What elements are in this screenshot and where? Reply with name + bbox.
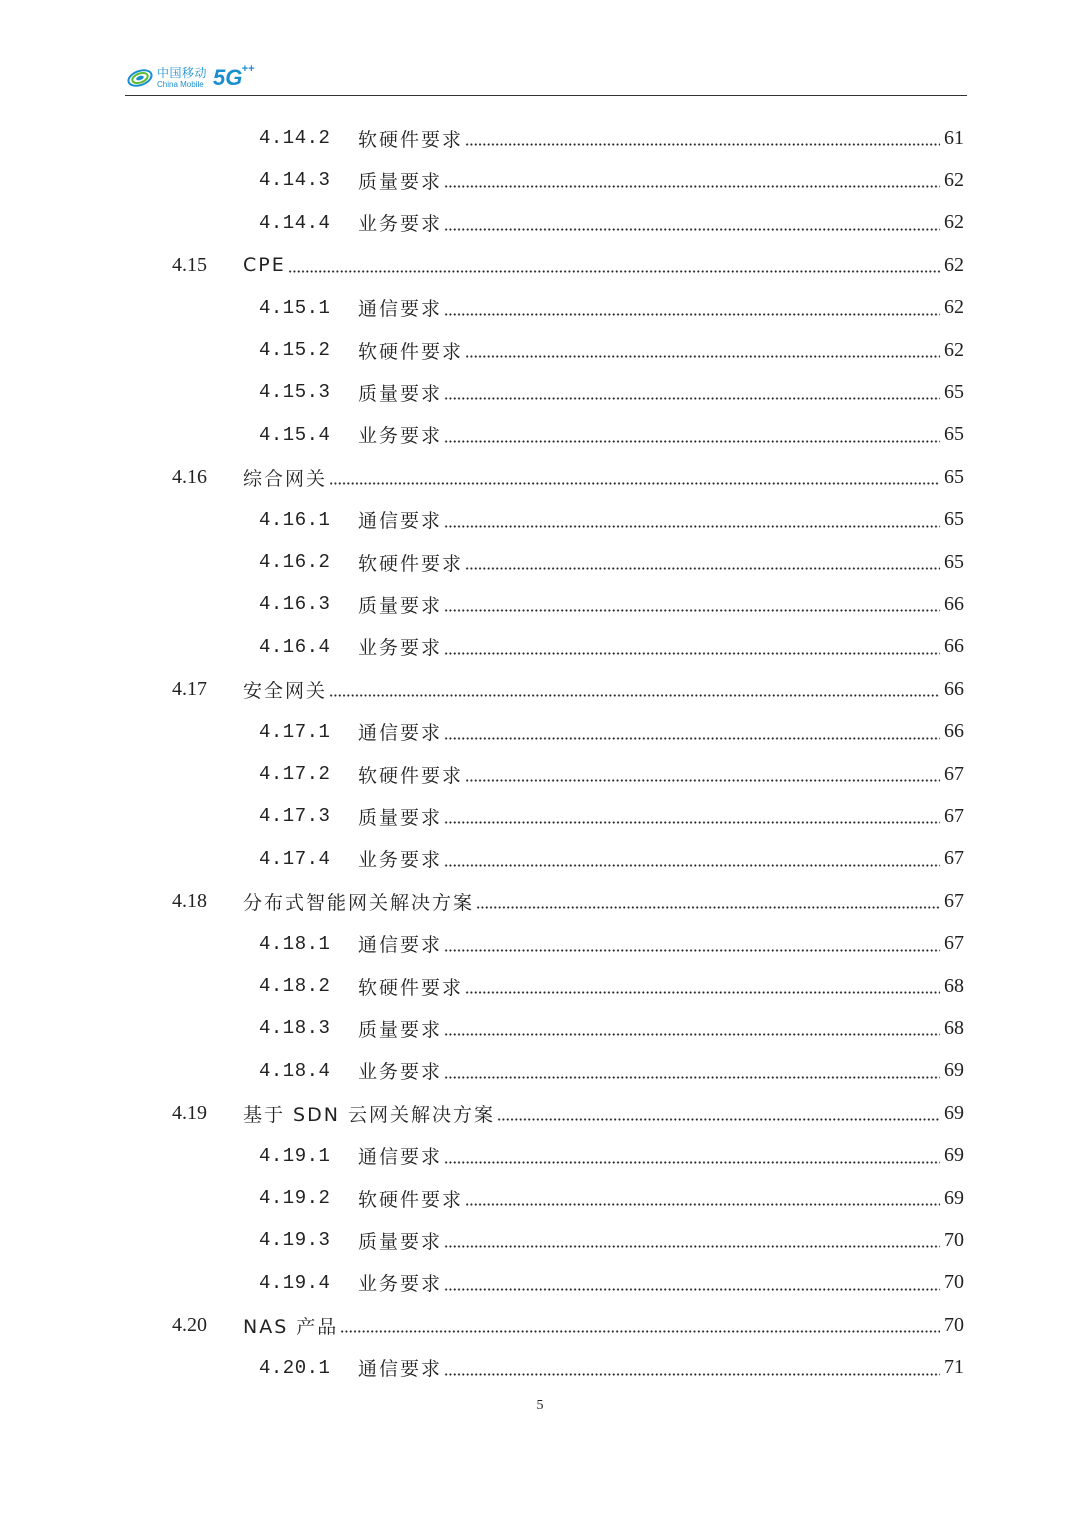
toc-entry-title: 通信要求: [358, 298, 443, 321]
toc-dot-leader: [288, 270, 940, 273]
toc-section-entry[interactable]: [172, 1304, 964, 1346]
toc-entry-number: 4.16.4: [259, 635, 331, 658]
toc-entry-title: 分布式智能网关解决方案: [243, 891, 475, 914]
toc-dot-leader: [444, 397, 940, 400]
toc-entry-page-number: 67: [944, 762, 964, 785]
logo-english-name: China Mobile: [157, 80, 204, 89]
toc-entry-number: 4.20: [172, 1313, 207, 1336]
toc-entry-title: CPE: [243, 254, 286, 277]
toc-subsection-entry[interactable]: [259, 287, 964, 329]
toc-subsection-entry[interactable]: [259, 583, 964, 625]
toc-entry-title: 软硬件要求: [358, 1188, 464, 1211]
toc-subsection-entry[interactable]: [259, 965, 964, 1007]
toc-dot-leader: [444, 737, 940, 740]
toc-entry-title: 质量要求: [358, 1018, 443, 1041]
toc-entry-page-number: 67: [944, 932, 964, 955]
toc-dot-leader: [444, 1245, 940, 1248]
toc-subsection-entry[interactable]: [259, 1135, 964, 1177]
toc-entry-number: 4.20.1: [259, 1356, 331, 1379]
toc-entry-title: 软硬件要求: [358, 128, 464, 151]
toc-dot-leader: [329, 694, 940, 697]
toc-dot-leader: [465, 991, 940, 994]
toc-entry-title: 业务要求: [358, 849, 443, 872]
toc-entry-number: 4.18.3: [259, 1017, 331, 1040]
toc-entry-page-number: 70: [944, 1228, 964, 1251]
toc-entry-number: 4.15: [172, 253, 207, 276]
toc-entry-page-number: 65: [944, 423, 964, 446]
toc-subsection-entry[interactable]: [259, 1050, 964, 1092]
logo-5g-text: 5G: [213, 65, 243, 90]
toc-subsection-entry[interactable]: [259, 838, 964, 880]
toc-entry-page-number: 66: [944, 677, 964, 700]
toc-dot-leader: [465, 779, 940, 782]
toc-entry-page-number: 65: [944, 550, 964, 573]
toc-dot-leader: [444, 821, 940, 824]
toc-subsection-entry[interactable]: [259, 1219, 964, 1261]
toc-dot-leader: [444, 609, 940, 612]
toc-subsection-entry[interactable]: [259, 1347, 964, 1389]
toc-subsection-entry[interactable]: [259, 159, 964, 201]
toc-entry-page-number: 62: [944, 338, 964, 361]
toc-subsection-entry[interactable]: [259, 626, 964, 668]
toc-entry-title: 软硬件要求: [358, 552, 464, 575]
toc-dot-leader: [465, 1203, 940, 1206]
toc-entry-number: 4.15.4: [259, 423, 331, 446]
toc-entry-page-number: 66: [944, 635, 964, 658]
toc-entry-number: 4.17: [172, 677, 207, 700]
toc-entry-number: 4.14.2: [259, 127, 331, 149]
toc-subsection-entry[interactable]: [259, 711, 964, 753]
toc-dot-leader: [444, 1288, 940, 1291]
toc-entry-number: 4.16: [172, 465, 207, 488]
toc-entry-page-number: 67: [944, 889, 964, 912]
toc-entry-page-number: 66: [944, 720, 964, 743]
toc-entry-page-number: 69: [944, 1059, 964, 1082]
toc-entry-page-number: 62: [944, 296, 964, 319]
toc-entry-number: 4.17.1: [259, 720, 331, 743]
page-header: [125, 58, 967, 96]
toc-dot-leader: [444, 949, 940, 952]
toc-dot-leader: [465, 143, 940, 146]
toc-entry-page-number: 69: [944, 1144, 964, 1167]
toc-section-entry[interactable]: [172, 668, 964, 710]
toc-entry-title: 质量要求: [358, 1230, 443, 1253]
toc-entry-number: 4.19.2: [259, 1187, 331, 1209]
toc-entry-page-number: 67: [944, 804, 964, 827]
toc-entry-number: 4.16.2: [259, 551, 331, 573]
toc-entry-title: 通信要求: [358, 1358, 443, 1381]
toc-entry-title: 业务要求: [358, 1273, 443, 1296]
toc-entry-title: 业务要求: [358, 425, 443, 448]
logo-5g-suffix: ++: [241, 63, 255, 75]
toc-subsection-entry[interactable]: [259, 499, 964, 541]
toc-dot-leader: [444, 228, 940, 231]
toc-section-entry[interactable]: [172, 244, 964, 286]
toc-entry-number: 4.17.3: [259, 805, 331, 828]
toc-dot-leader: [465, 567, 940, 570]
toc-subsection-entry[interactable]: [259, 923, 964, 965]
toc-subsection-entry[interactable]: [259, 1007, 964, 1049]
toc-dot-leader: [444, 1373, 940, 1376]
toc-entry-number: 4.17.4: [259, 847, 331, 870]
toc-entry-title: 业务要求: [358, 637, 443, 660]
china-mobile-logo-icon: [127, 65, 153, 91]
toc-entry-number: 4.16.3: [259, 593, 331, 616]
toc-entry-page-number: 62: [944, 211, 964, 234]
toc-entry-page-number: 69: [944, 1101, 964, 1124]
toc-dot-leader: [444, 1076, 940, 1079]
toc-section-entry[interactable]: [172, 1092, 964, 1134]
toc-entry-number: 4.19.4: [259, 1271, 331, 1294]
toc-entry-title: NAS 产品: [243, 1315, 339, 1338]
toc-subsection-entry[interactable]: [259, 371, 964, 413]
toc-entry-number: 4.18.1: [259, 932, 331, 955]
toc-dot-leader: [444, 185, 940, 188]
toc-entry-title: 基于 SDN 云网关解决方案: [243, 1103, 495, 1126]
toc-entry-number: 4.19.3: [259, 1229, 331, 1252]
toc-entry-page-number: 70: [944, 1313, 964, 1336]
toc-entry-title: 业务要求: [358, 1061, 443, 1084]
toc-entry-page-number: 62: [944, 253, 964, 276]
toc-entry-page-number: 65: [944, 380, 964, 403]
toc-dot-leader: [340, 1330, 940, 1333]
toc-entry-title: 质量要求: [358, 806, 443, 829]
toc-subsection-entry[interactable]: [259, 795, 964, 837]
toc-entry-number: 4.19.1: [259, 1144, 331, 1167]
toc-entry-title: 通信要求: [358, 1146, 443, 1169]
toc-dot-leader: [444, 313, 940, 316]
footer-page-number: 5: [536, 1398, 544, 1413]
toc-subsection-entry[interactable]: [259, 117, 964, 159]
logo-chinese-name: 中国移动: [157, 66, 208, 80]
toc-entry-title: 业务要求: [358, 213, 443, 236]
toc-entry-page-number: 68: [944, 974, 964, 997]
logo-wordmark: [157, 67, 207, 89]
toc-dot-leader: [444, 440, 940, 443]
toc-entry-page-number: 67: [944, 847, 964, 870]
toc-dot-leader: [444, 864, 940, 867]
toc-entry-title: 质量要求: [358, 594, 443, 617]
toc-subsection-entry[interactable]: [259, 753, 964, 795]
toc-entry-number: 4.18.4: [259, 1059, 331, 1082]
toc-entry-title: 软硬件要求: [358, 764, 464, 787]
toc-entry-title: 通信要求: [358, 510, 443, 533]
toc-entry-number: 4.18: [172, 889, 207, 912]
toc-entry-number: 4.16.1: [259, 508, 331, 531]
toc-entry-title: 质量要求: [358, 170, 443, 193]
toc-entry-page-number: 70: [944, 1271, 964, 1294]
logo-5g-mark: [213, 63, 255, 91]
toc-entry-page-number: 62: [944, 168, 964, 191]
toc-entry-number: 4.15.3: [259, 381, 331, 404]
toc-entry-page-number: 61: [944, 126, 964, 149]
toc-subsection-entry[interactable]: [259, 541, 964, 583]
toc-entry-number: 4.14.4: [259, 211, 331, 234]
toc-dot-leader: [476, 906, 940, 909]
toc-entry-page-number: 71: [944, 1356, 964, 1379]
china-mobile-logo: [127, 62, 255, 94]
toc-subsection-entry[interactable]: [259, 329, 964, 371]
toc-dot-leader: [444, 1033, 940, 1036]
toc-dot-leader: [497, 1118, 940, 1121]
header-divider: [125, 95, 967, 97]
toc-dot-leader: [465, 355, 940, 358]
toc-dot-leader: [444, 1161, 940, 1164]
toc-entry-number: 4.15.1: [259, 296, 331, 319]
toc-subsection-entry[interactable]: [259, 1177, 964, 1219]
toc-entry-page-number: 65: [944, 465, 964, 488]
toc-dot-leader: [444, 525, 940, 528]
toc-entry-title: 通信要求: [358, 934, 443, 957]
toc-entry-title: 软硬件要求: [358, 976, 464, 999]
toc-entry-number: 4.15.2: [259, 339, 331, 361]
toc-entry-page-number: 66: [944, 592, 964, 615]
toc-subsection-entry[interactable]: [259, 1262, 964, 1304]
toc-subsection-entry[interactable]: [259, 202, 964, 244]
toc-section-entry[interactable]: [172, 456, 964, 498]
toc-dot-leader: [444, 652, 940, 655]
toc-entry-page-number: 68: [944, 1016, 964, 1039]
toc-entry-title: 安全网关: [243, 679, 328, 702]
toc-entry-number: 4.19: [172, 1101, 207, 1124]
toc-entry-title: 软硬件要求: [358, 340, 464, 363]
toc-subsection-entry[interactable]: [259, 414, 964, 456]
toc-entry-page-number: 69: [944, 1186, 964, 1209]
toc-entry-number: 4.14.3: [259, 169, 331, 192]
toc-entry-page-number: 65: [944, 508, 964, 531]
toc-entry-number: 4.18.2: [259, 975, 331, 997]
toc-entry-title: 通信要求: [358, 722, 443, 745]
toc-entry-title: 综合网关: [243, 467, 328, 490]
toc-section-entry[interactable]: [172, 880, 964, 922]
toc-entry-title: 质量要求: [358, 382, 443, 405]
toc-entry-number: 4.17.2: [259, 763, 331, 785]
toc-dot-leader: [329, 482, 940, 485]
